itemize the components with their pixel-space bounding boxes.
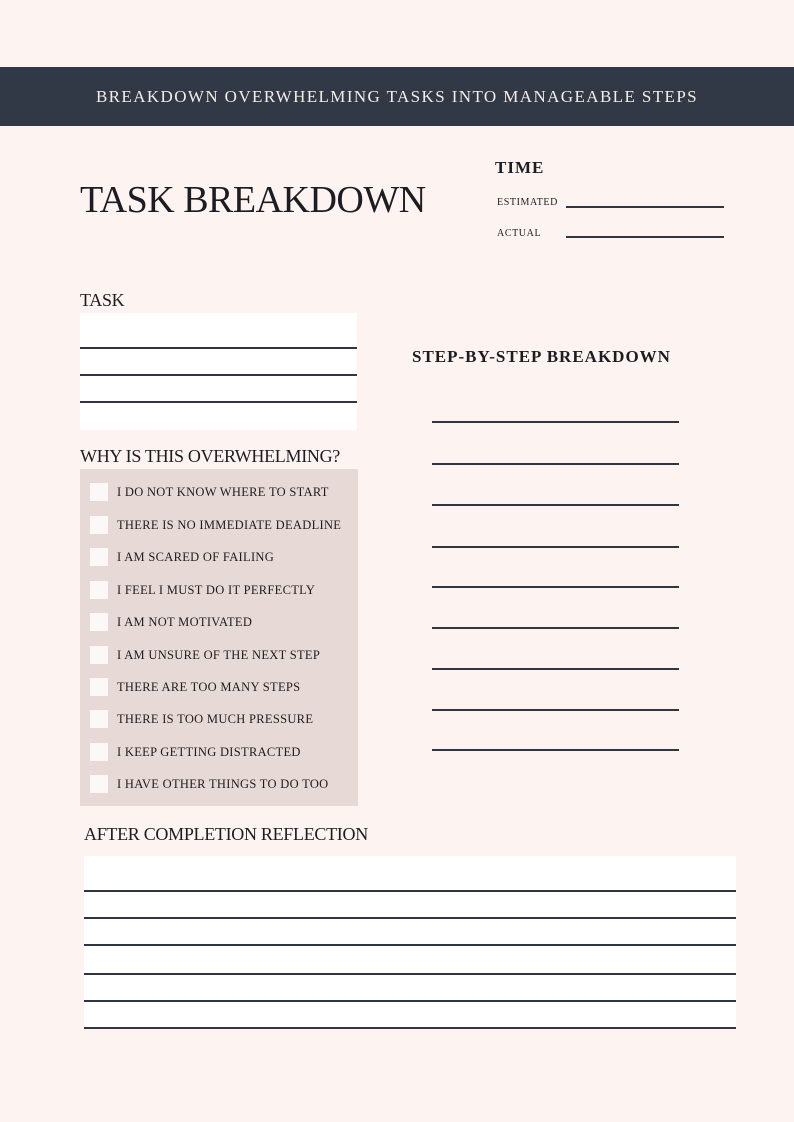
checkbox[interactable]: [90, 678, 108, 696]
task-line: [80, 347, 357, 349]
checklist-item[interactable]: [90, 645, 320, 665]
checkbox[interactable]: [90, 775, 108, 793]
checklist-item[interactable]: [90, 547, 274, 567]
checklist-item[interactable]: [90, 515, 341, 535]
step-line[interactable]: [432, 627, 679, 629]
task-label: TASK: [80, 290, 125, 310]
checklist-item-label: I KEEP GETTING DISTRACTED: [117, 744, 301, 759]
reflection-line: [84, 917, 736, 919]
checklist-item[interactable]: [90, 709, 313, 729]
banner-text: BREAKDOWN OVERWHELMING TASKS INTO MANAGEABLE STEPS: [95, 86, 699, 106]
checkbox[interactable]: [90, 516, 108, 534]
checklist-item[interactable]: [90, 612, 252, 632]
step-line[interactable]: [432, 463, 679, 465]
page-title: TASK BREAKDOWN: [80, 179, 426, 221]
step-line[interactable]: [432, 749, 679, 751]
estimated-time-field[interactable]: [566, 206, 724, 208]
reflection-line: [84, 1027, 736, 1029]
reflection-line: [84, 890, 736, 892]
why-overwhelming-label: WHY IS THIS OVERWHELMING?: [80, 446, 340, 466]
checklist-item-label: THERE IS NO IMMEDIATE DEADLINE: [117, 517, 342, 532]
step-line[interactable]: [432, 668, 679, 670]
why-overwhelming-panel: [80, 469, 358, 806]
checklist-item[interactable]: [90, 677, 300, 697]
checklist-item[interactable]: [90, 482, 329, 502]
reflection-line: [84, 944, 736, 946]
checklist-item-label: I AM UNSURE OF THE NEXT STEP: [117, 647, 321, 662]
step-line[interactable]: [432, 421, 679, 423]
checklist-item-label: THERE ARE TOO MANY STEPS: [117, 679, 301, 694]
checkbox[interactable]: [90, 483, 108, 501]
step-line[interactable]: [432, 709, 679, 711]
task-input-box[interactable]: [80, 313, 357, 430]
actual-label: ACTUAL: [497, 228, 542, 239]
checkbox[interactable]: [90, 548, 108, 566]
checkbox[interactable]: [90, 646, 108, 664]
reflection-input-box[interactable]: [84, 856, 736, 1029]
checklist-item-label: THERE IS TOO MUCH PRESSURE: [117, 711, 314, 726]
checkbox[interactable]: [90, 743, 108, 761]
checkbox[interactable]: [90, 613, 108, 631]
checklist-item-label: I HAVE OTHER THINGS TO DO TOO: [117, 776, 329, 791]
checklist-item[interactable]: [90, 774, 329, 794]
reflection-line: [84, 1000, 736, 1002]
reflection-line: [84, 973, 736, 975]
time-heading: TIME: [495, 158, 545, 177]
checklist-item-label: I FEEL I MUST DO IT PERFECTLY: [117, 582, 316, 597]
task-line: [80, 374, 357, 376]
task-line: [80, 401, 357, 403]
step-line[interactable]: [432, 546, 679, 548]
step-line[interactable]: [432, 504, 679, 506]
checklist-item[interactable]: [90, 742, 301, 762]
checklist-item-label: I AM SCARED OF FAILING: [117, 549, 275, 564]
checklist-item-label: I DO NOT KNOW WHERE TO START: [117, 484, 329, 499]
actual-time-field[interactable]: [566, 236, 724, 238]
estimated-label: ESTIMATED: [497, 197, 558, 208]
checklist-item[interactable]: [90, 580, 315, 600]
checkbox[interactable]: [90, 710, 108, 728]
header-banner: [0, 67, 794, 126]
step-line[interactable]: [432, 586, 679, 588]
checkbox[interactable]: [90, 581, 108, 599]
checklist-item-label: I AM NOT MOTIVATED: [117, 614, 253, 629]
reflection-label: AFTER COMPLETION REFLECTION: [84, 824, 368, 844]
step-by-step-heading: STEP-BY-STEP BREAKDOWN: [412, 347, 671, 366]
